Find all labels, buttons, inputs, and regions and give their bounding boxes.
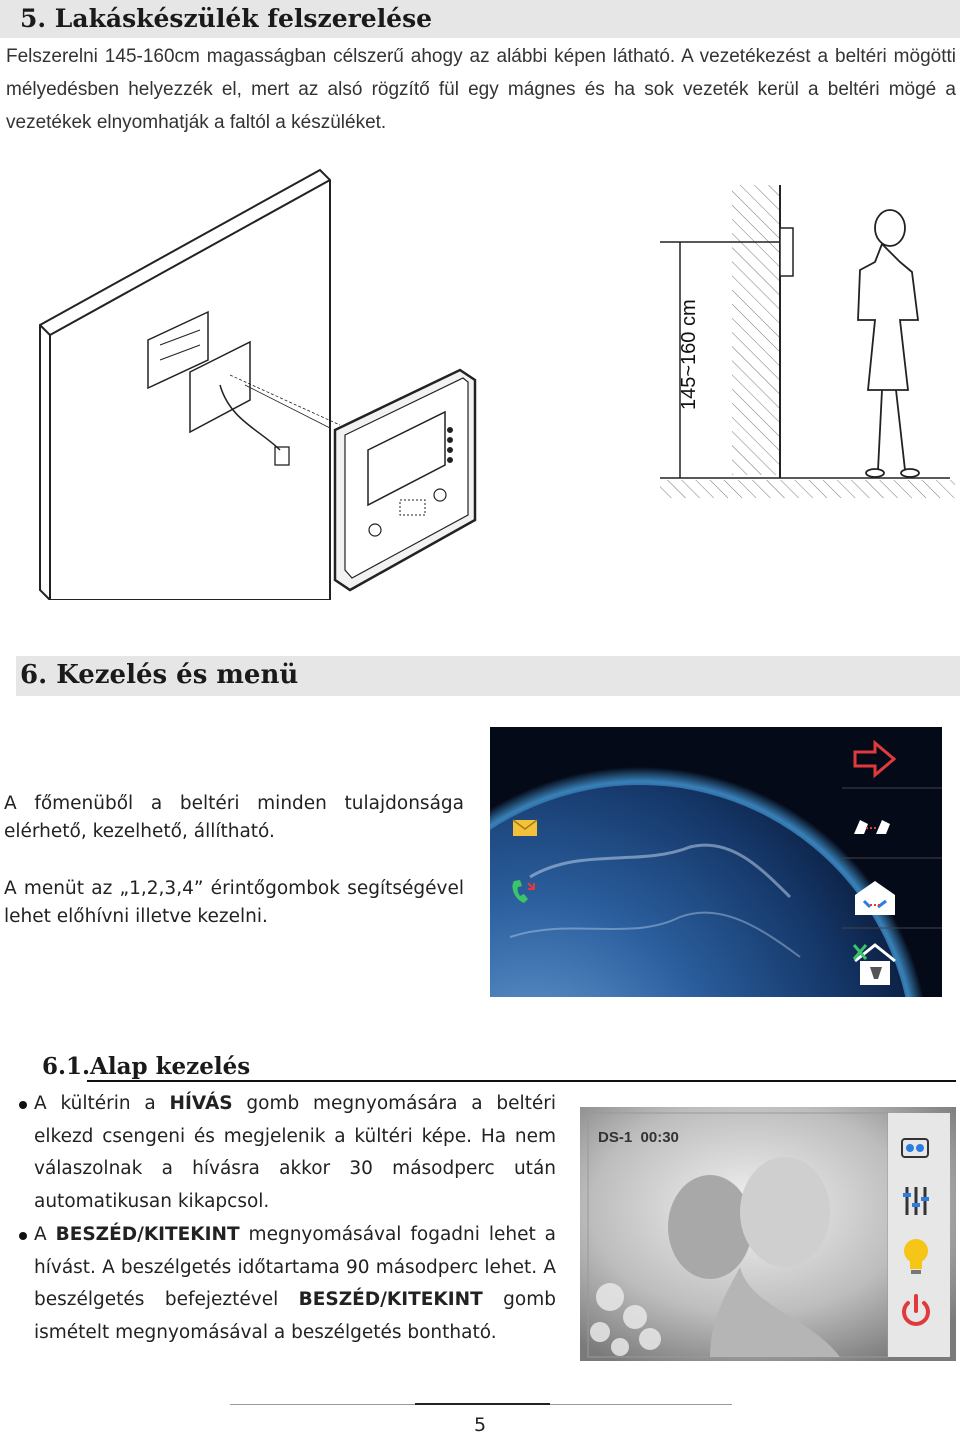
message-envelope-icon[interactable]	[512, 819, 538, 837]
adjust-sliders-icon[interactable]	[898, 1183, 934, 1219]
section-6-1-heading	[42, 1053, 250, 1080]
power-icon[interactable]	[898, 1291, 934, 1331]
home-intercom-icon[interactable]	[850, 877, 900, 917]
bullet-2-bold-2: BESZÉD/KITEKINT	[298, 1289, 483, 1310]
section-6-1-title: Alap kezelés	[90, 1053, 251, 1080]
call-status-label: DS-1 00:30	[598, 1129, 679, 1146]
intercom-call-icon[interactable]	[850, 812, 900, 842]
section-6-1-number: 6.1.	[42, 1053, 91, 1080]
section-6-paragraph-2: A menüt az „1,2,3,4” érintőgombok segítségével lehet előhívni illetve kezelni.	[4, 878, 464, 927]
bullet-1-text-start: A kültérin a	[34, 1093, 170, 1114]
bullet-marker	[19, 1101, 27, 1109]
height-label: 145~160 cm	[678, 299, 700, 410]
bullet-1-bold: HÍVÁS	[169, 1093, 233, 1114]
camera-switch-icon[interactable]	[898, 1129, 934, 1165]
section-5-title: 5. Lakáskészülék felszerelése	[20, 4, 433, 33]
section-6-heading	[16, 656, 960, 696]
section-6-paragraph-1: A főmenüből a beltéri minden tulajdonsága elérhető, kezelhető, állítható.	[4, 793, 464, 842]
section-5-heading	[0, 0, 960, 38]
page-number: 5	[473, 1414, 487, 1436]
bullet-marker	[19, 1232, 27, 1240]
section-6-title: 6. Kezelés és menü	[20, 660, 299, 690]
home-settings-icon[interactable]	[850, 939, 900, 989]
section-6-1-underline	[87, 1080, 956, 1082]
bullet-2-text-start: A	[34, 1224, 56, 1245]
main-menu-screenshot	[490, 727, 942, 997]
bullet-2-text-end: gomb ismételt megnyomásával a beszélgetés bontható.	[34, 1289, 556, 1343]
call-screen-screenshot	[580, 1107, 956, 1361]
light-bulb-icon[interactable]	[898, 1235, 934, 1277]
bullet-2-bold: BESZÉD/KITEKINT	[55, 1224, 240, 1245]
section-5-intro: Felszerelni 145-160cm magasságban célszerű ahogy az alábbi képen látható. A vezetékezést a beltéri mögötti mélyedésben helyezzék el, mert az alsó rögzítő fül egy mágnes és ha sok vezeték kerül a beltéri mögé a vezetékek elnyomhatják a faltól a készüléket.	[6, 46, 956, 133]
bullet-item-1	[34, 1088, 556, 1218]
exit-arrow-icon[interactable]	[850, 739, 900, 779]
call-log-icon[interactable]	[508, 877, 538, 907]
bullet-1-text-end: gomb megnyomására a beltéri elkezd csengeni és megjelenik a kültéri képe. Ha nem válaszolnak a hívásra akkor 30 másodperc után automatikusan kikapcsol.	[34, 1093, 557, 1212]
installation-drawing	[30, 160, 490, 600]
footer-rule-accent	[415, 1403, 550, 1405]
mounting-height-diagram	[650, 180, 960, 510]
bullet-item-2	[34, 1219, 556, 1349]
bullet-2-text-middle: megnyomásával fogadni lehet a hívást. A beszélgetés időtartama 90 másodperc lehet. A beszélgetés befejeztével	[34, 1224, 556, 1310]
